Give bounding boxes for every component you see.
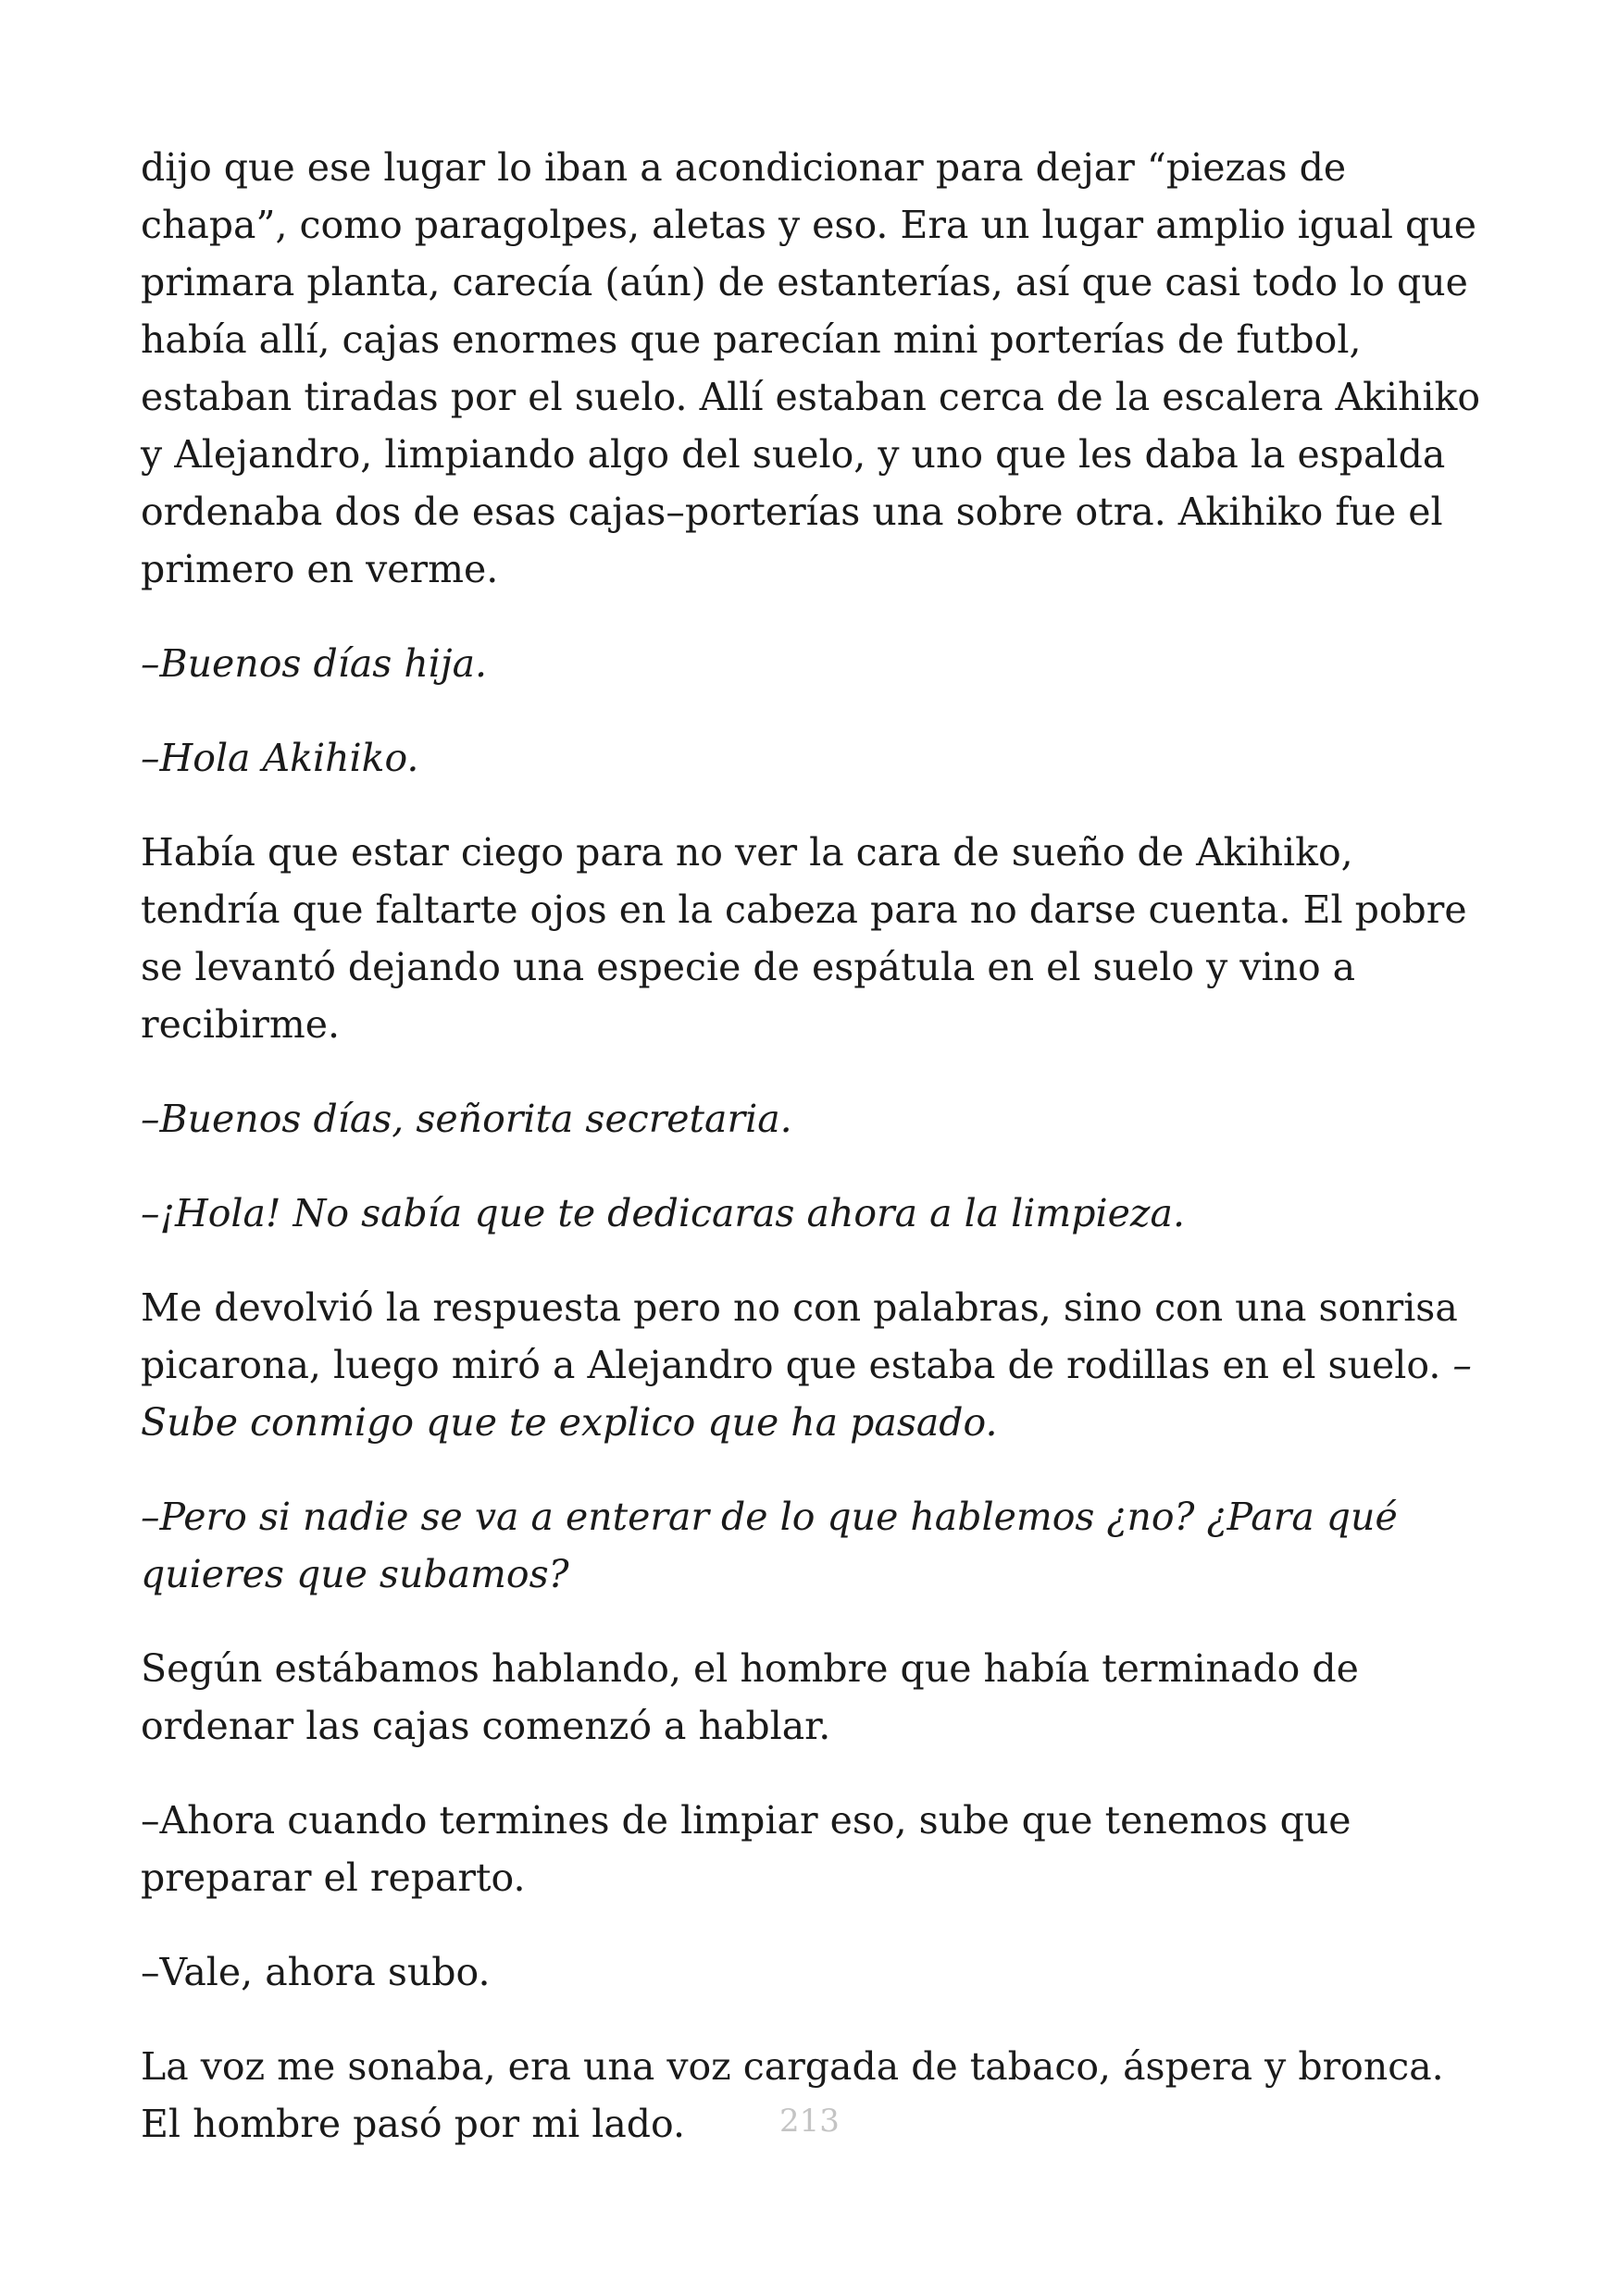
- body-text: [141, 139, 1483, 2190]
- paragraph-dialogue: –Buenos días hija.: [141, 641, 488, 686]
- paragraph-narration: La voz me sonaba, era una voz cargada de tabaco, áspera y bronca. El hombre pasó por mi lado.: [141, 2044, 1444, 2146]
- paragraph-dialogue-plain: –Ahora cuando termines de limpiar eso, sube que tenemos que preparar el reparto.: [141, 1798, 1351, 1900]
- paragraph-dialogue: –Buenos días, señorita secretaria.: [141, 1097, 792, 1141]
- paragraph-dialogue: –Hola Akihiko.: [141, 736, 419, 780]
- paragraph-narration-part: Me devolvió la respuesta pero no con palabras, sino con una sonrisa picarona, luego miró a Alejandro que estaba de rodillas en el suelo.: [141, 1285, 1458, 1387]
- paragraph-narration-mixed: [141, 1279, 1483, 1451]
- page-number: 213: [779, 2103, 840, 2140]
- paragraph-narration: dijo que ese lugar lo iban a acondicionar para dejar “piezas de chapa”, como paragolpes, aletas y eso. Era un lugar amplio igual que primara planta, carecía (aún) de estanterías, así que casi todo lo que había allí, cajas enormes que parecían mini porterías de futbol, estaban tiradas por el suelo. Allí estaban cerca de la escalera Akihiko y Alejandro, limpiando algo del suelo, y uno que les daba la espalda ordenaba dos de esas cajas–porterías una sobre otra. Akihiko fue el primero en verme.: [141, 145, 1481, 591]
- paragraph-dialogue: –¡Hola! No sabía que te dedicaras ahora a la limpieza.: [141, 1191, 1185, 1235]
- paragraph-dialogue-plain: –Vale, ahora subo.: [141, 1950, 491, 1994]
- paragraph-narration: Había que estar ciego para no ver la cara de sueño de Akihiko, tendría que faltarte ojos en la cabeza para no darse cuenta. El pobre se levantó dejando una especie de espátula en el suelo y vino a recibirme.: [141, 830, 1467, 1047]
- paragraph-dialogue: –Pero si nadie se va a enterar de lo que hablemos ¿no? ¿Para qué quieres que subamos?: [141, 1495, 1398, 1596]
- paragraph-narration: Según estábamos hablando, el hombre que había terminado de ordenar las cajas comenzó a hablar.: [141, 1646, 1359, 1748]
- paragraph-dialogue-part: –Sube conmigo que te explico que ha pasado.: [141, 1343, 1472, 1445]
